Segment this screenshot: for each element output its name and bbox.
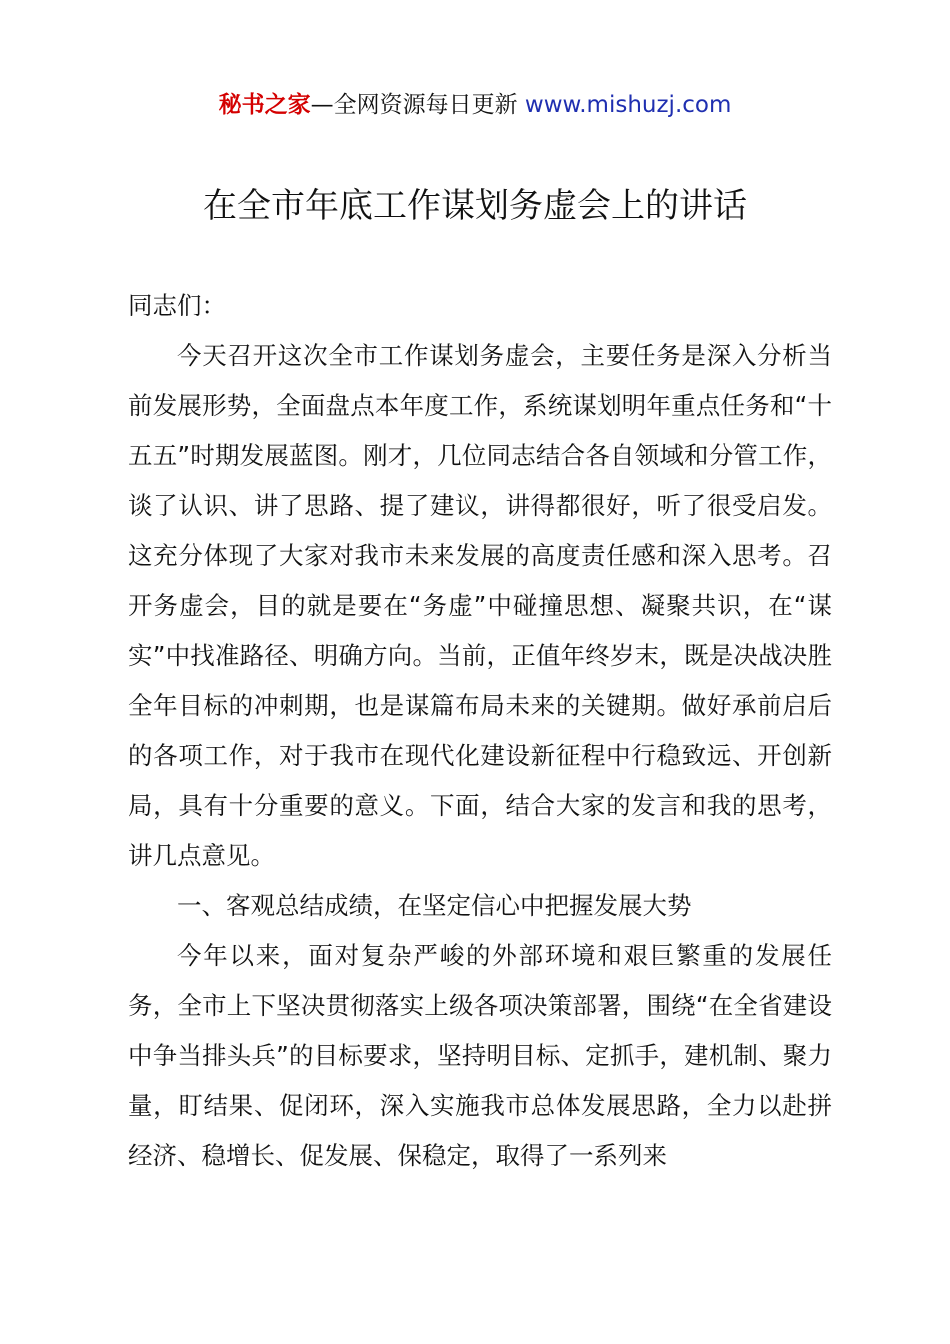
document-title: 在全市年底工作谋划务虚会上的讲话 [203, 186, 747, 226]
site-header [0, 88, 950, 122]
paragraph-intro: 今天召开这次全市工作谋划务虚会，主要任务是深入分析当前发展形势，全面盘点本年度工作，系统谋划明年重点任务和“十五五”时期发展蓝图。刚才，几位同志结合各自领域和分管工作，谈了认识、讲了思路、提了建议，讲得都很好，听了很受启发。这充分体现了大家对我市未来发展的高度责任感和深入思考。召开务虚会，目的就是要在“务虚”中碰撞思想、凝聚共识，在“谋实”中找准路径、明确方向。当前，正值年终岁末，既是决战决胜全年目标的冲刺期，也是谋篇布局未来的关键期。做好承前启后的各项工作，对于我市在现代化建设新征程中行稳致远、开创新局，具有十分重要的意义。下面，结合大家的发言和我的思考，讲几点意见。 [128, 341, 832, 870]
site-url-link[interactable]: www.mishuzj.com [524, 92, 732, 118]
salutation: 同志们： [128, 291, 226, 320]
site-brand: 秘书之家 [218, 92, 311, 118]
document-body [128, 281, 832, 1181]
section-heading: 一、客观总结成绩，在坚定信心中把握发展大势 [177, 891, 692, 920]
paragraph-section-one: 今年以来，面对复杂严峻的外部环境和艰巨繁重的发展任务，全市上下坚决贯彻落实上级各项决策部署，围绕“在全省建设中争当排头兵”的目标要求，坚持明目标、定抓手，建机制、聚力量，盯结果、促闭环，深入实施我市总体发展思路，全力以赴拼经济、稳增长、促发展、保稳定，取得了一系列来 [128, 941, 832, 1170]
site-tagline: —全网资源每日更新 [310, 92, 525, 118]
